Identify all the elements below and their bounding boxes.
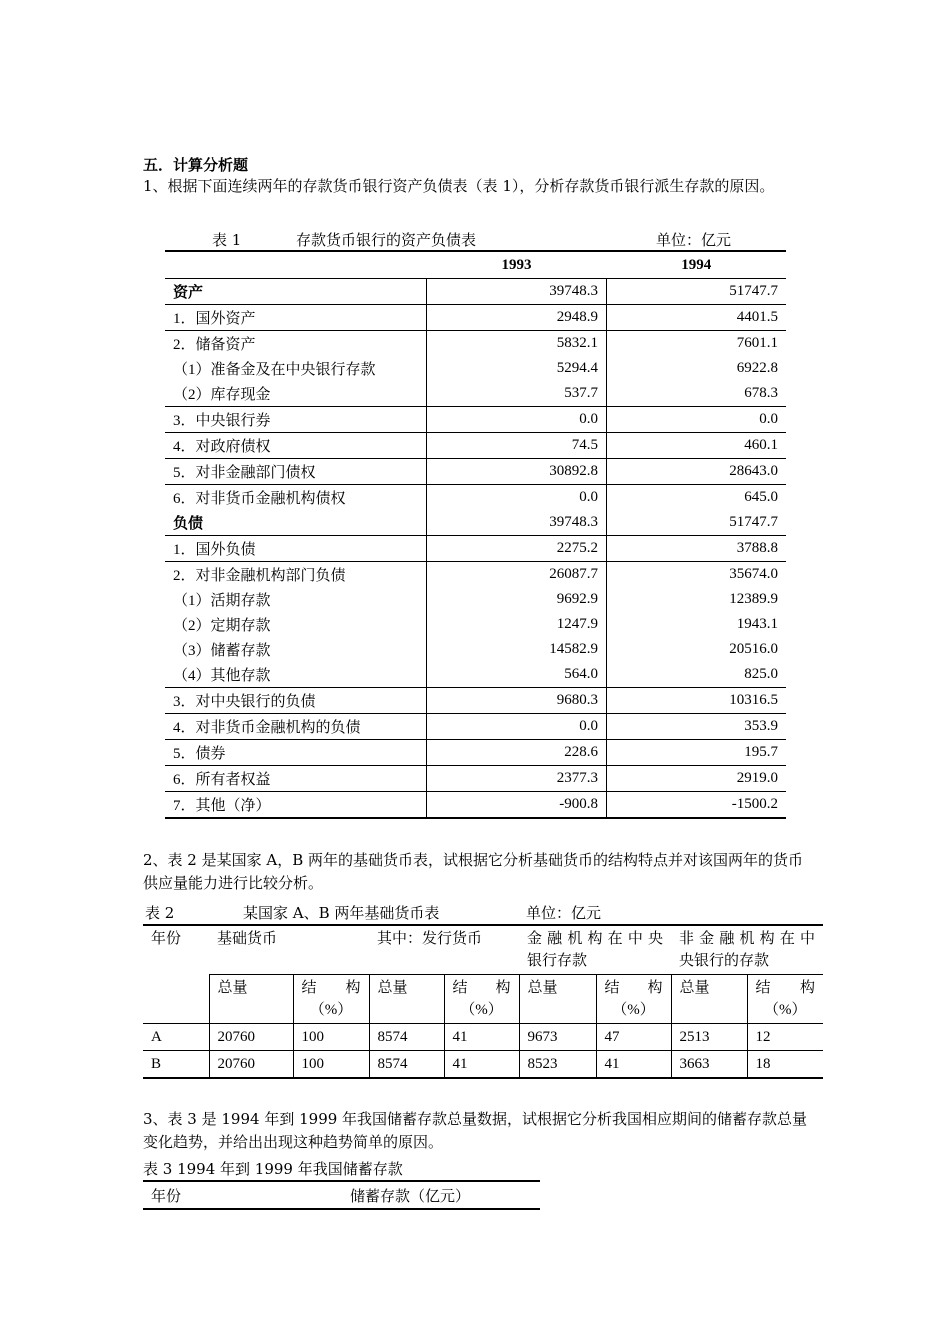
table1-row — [165, 688, 786, 714]
table1-value-1994: 20516.0 — [729, 641, 778, 657]
table1-value-1993: 39748.3 — [427, 510, 607, 536]
table1-value-1993: 74.5 — [427, 433, 607, 459]
table1-row-label: 2．对非金融机构部门负债 — [165, 562, 427, 588]
table2-header-fin-line2: 银行存款 — [527, 953, 588, 969]
table3-header-year: 年份 — [151, 1187, 182, 1205]
table1-value-1993: 39748.3 — [427, 279, 607, 305]
table1-header-1993: 1993 — [427, 251, 607, 279]
table2-header-fin — [519, 925, 671, 975]
struct-label: 结 构 — [452, 980, 511, 996]
table1-row-label: 3．中央银行券 — [165, 407, 427, 433]
table2-header-nonfin-line1: 非金融机构在中 — [679, 931, 815, 947]
table1-value-1993: 14582.9 — [427, 637, 607, 662]
table2-cell-fin-pct: 41 — [596, 1051, 671, 1079]
table1-value-1993: 9680.3 — [427, 688, 607, 714]
table2-row — [143, 1024, 823, 1051]
balance-sheet-table — [165, 250, 786, 819]
table1-row — [165, 740, 786, 766]
table3-header-rule — [143, 1208, 540, 1210]
table1-value-1994: 51747.7 — [607, 279, 787, 305]
table1-value-1994: 645.0 — [607, 485, 787, 511]
table1-row — [165, 279, 786, 305]
table1-value-1993: 5294.4 — [427, 356, 607, 381]
table2-cell-issue-pct: 41 — [444, 1024, 519, 1051]
table1-caption-label: 表 1 — [212, 231, 242, 249]
table1-row-label: 5．债券 — [165, 740, 427, 766]
table1-value-1993: 228.6 — [427, 740, 607, 766]
table1-value-1994: 7601.1 — [607, 331, 787, 357]
table2-cell-fin-total: 8523 — [519, 1051, 596, 1079]
table2-cell-base-pct: 100 — [293, 1024, 369, 1051]
table3-top-rule — [143, 1180, 540, 1182]
table2-cell-issue-total: 8574 — [369, 1024, 444, 1051]
table1-value-1994: 825.0 — [744, 666, 778, 682]
table1-value-1994: 28643.0 — [607, 459, 787, 485]
table2-cell-nonfin-total: 3663 — [671, 1051, 747, 1079]
table1-header-row — [165, 251, 786, 279]
table1-row — [165, 510, 786, 536]
table1-row-label: （3）储蓄存款 — [165, 637, 427, 662]
struct-label: 结 构 — [755, 980, 815, 996]
table1-row-label: 1．国外负债 — [165, 536, 427, 562]
table1-value-1994: 353.9 — [607, 714, 787, 740]
table2-cell-nonfin-pct: 18 — [747, 1051, 823, 1079]
table1-row-label: 1．国外资产 — [165, 305, 427, 331]
table2-caption-title: 某国家 A、B 两年基础货币表 — [243, 904, 440, 922]
table1-value-1993: 2377.3 — [427, 766, 607, 792]
question-1-text: 1、根据下面连续两年的存款货币银行资产负债表（表 1），分析存款货币银行派生存款的原因。 — [143, 177, 775, 195]
table1-row — [165, 637, 786, 662]
table2-cell-nonfin-pct: 12 — [747, 1024, 823, 1051]
table1-value-1994: 2919.0 — [607, 766, 787, 792]
table1-value-1994: 1943.1 — [736, 616, 778, 632]
table2-cell-year: A — [143, 1024, 209, 1051]
table2-cell-base-total: 20760 — [209, 1051, 293, 1079]
table1-header-blank — [165, 251, 427, 279]
table2-sub-base-struct — [293, 975, 369, 1024]
table1-value-1993: 0.0 — [427, 714, 607, 740]
table1-value-1994: 6922.8 — [736, 360, 778, 376]
table1-row-label: 4．对非货币金融机构的负债 — [165, 714, 427, 740]
table1-row — [165, 459, 786, 485]
table2-sub-issue-struct — [444, 975, 519, 1024]
table1-row — [165, 562, 786, 588]
table2-caption-unit: 单位：亿元 — [526, 904, 602, 922]
table1-value-1993: -900.8 — [427, 792, 607, 819]
table1-row-label: （1）活期存款 — [165, 587, 427, 612]
table1-value-1994: 460.1 — [607, 433, 787, 459]
table2-cell-base-pct: 100 — [293, 1051, 369, 1079]
table1-row — [165, 612, 786, 637]
table1-row-label: 6．所有者权益 — [165, 766, 427, 792]
table1-caption-unit: 单位：亿元 — [656, 231, 732, 249]
table2-cell-issue-pct: 41 — [444, 1051, 519, 1079]
table2-header-fin-line1: 金融机构在中央 — [527, 931, 663, 947]
table2-sub-fin-total: 总量 — [519, 975, 596, 1024]
table1-row-label: （2）定期存款 — [165, 612, 427, 637]
table1-value-1993: 1247.9 — [427, 612, 607, 637]
table1-row-label: 7．其他（净） — [165, 792, 427, 819]
question-3-text: 3、表 3 是 1994 年到 1999 年我国储蓄存款总量数据，试根据它分析我国相应期间的储蓄存款总量变化趋势，并给出出现这种趋势简单的原因。 — [143, 1110, 808, 1151]
table2-row — [143, 1051, 823, 1079]
table1-row — [165, 407, 786, 433]
table2-header-row — [143, 925, 823, 975]
table2-cell-fin-total: 9673 — [519, 1024, 596, 1051]
table2-sub-base-total: 总量 — [209, 975, 293, 1024]
table2-sub-nonfin-total: 总量 — [671, 975, 747, 1024]
table1-caption-title: 存款货币银行的资产负债表 — [296, 231, 477, 249]
percent-label: （%） — [764, 1002, 807, 1018]
table2-header-nonfin-line2: 央银行的存款 — [679, 953, 770, 969]
table1-row — [165, 587, 786, 612]
table2-cell-fin-pct: 47 — [596, 1024, 671, 1051]
table2-cell-base-total: 20760 — [209, 1024, 293, 1051]
table2-cell-nonfin-total: 2513 — [671, 1024, 747, 1051]
table1-value-1993: 2275.2 — [427, 536, 607, 562]
table1-row-label: 3．对中央银行的负债 — [165, 688, 427, 714]
table1-row — [165, 433, 786, 459]
table1-row-label: 4．对政府债权 — [165, 433, 427, 459]
table1-row-label: 5．对非金融部门债权 — [165, 459, 427, 485]
table1-row — [165, 305, 786, 331]
table1-row — [165, 381, 786, 407]
table2-header-year: 年份 — [143, 925, 209, 975]
table1-row-label: 资产 — [165, 279, 427, 305]
table1-row — [165, 536, 786, 562]
table2-subheader-row — [143, 975, 823, 1024]
section-title: 五．计算分析题 — [143, 156, 249, 174]
table2-cell-year: B — [143, 1051, 209, 1079]
table1-row — [165, 331, 786, 357]
table1-header-1994: 1994 — [607, 251, 787, 279]
percent-label: （%） — [612, 1002, 655, 1018]
table1-row-label: 6．对非货币金融机构债权 — [165, 485, 427, 511]
table3-header-savings: 储蓄存款（亿元） — [350, 1187, 471, 1205]
table1-value-1993: 537.7 — [427, 381, 607, 407]
table2-sub-issue-total: 总量 — [369, 975, 444, 1024]
table1-row-label: 负债 — [165, 510, 427, 536]
question-2-text: 2、表 2 是某国家 A，B 两年的基础货币表，试根据它分析基础货币的结构特点并对该国两年的货币供应量能力进行比较分析。 — [143, 851, 804, 892]
table1-row — [165, 485, 786, 511]
table1-value-1994: 12389.9 — [729, 591, 778, 607]
table2-header-issue: 其中：发行货币 — [369, 925, 519, 975]
table1-value-1994: 195.7 — [607, 740, 787, 766]
base-money-table — [143, 924, 823, 1079]
table2-caption-label: 表 2 — [145, 904, 175, 922]
table2-header-base: 基础货币 — [209, 925, 369, 975]
table1-value-1993: 2948.9 — [427, 305, 607, 331]
table2-header-nonfin — [671, 925, 823, 975]
table1-row — [165, 714, 786, 740]
table2-sub-fin-struct — [596, 975, 671, 1024]
table1-row — [165, 356, 786, 381]
table1-row-label: （1）准备金及在中央银行存款 — [165, 356, 427, 381]
table1-row-label: （4）其他存款 — [165, 662, 427, 688]
table3-caption: 表 3 1994 年到 1999 年我国储蓄存款 — [143, 1160, 403, 1178]
table1-row-label: （2）库存现金 — [165, 381, 427, 407]
table1-value-1994: 3788.8 — [607, 536, 787, 562]
table1-value-1993: 5832.1 — [427, 331, 607, 357]
table1-value-1993: 0.0 — [427, 485, 607, 511]
table1-value-1994: -1500.2 — [607, 792, 787, 819]
table1-value-1993: 0.0 — [427, 407, 607, 433]
table1-row — [165, 662, 786, 688]
table1-value-1993: 26087.7 — [427, 562, 607, 588]
struct-label: 结 构 — [604, 980, 663, 996]
table1-value-1993: 564.0 — [427, 662, 607, 688]
table2-sub-nonfin-struct — [747, 975, 823, 1024]
table1-value-1994: 51747.7 — [729, 514, 778, 530]
table1-value-1994: 35674.0 — [607, 562, 787, 588]
table1-value-1994: 10316.5 — [607, 688, 787, 714]
struct-label: 结 构 — [301, 980, 361, 996]
table1-value-1994: 4401.5 — [607, 305, 787, 331]
table1-value-1993: 30892.8 — [427, 459, 607, 485]
table2-cell-issue-total: 8574 — [369, 1051, 444, 1079]
percent-label: （%） — [309, 1002, 353, 1018]
table1-value-1994: 678.3 — [744, 385, 778, 401]
table1-value-1993: 9692.9 — [427, 587, 607, 612]
table1-row — [165, 792, 786, 819]
percent-label: （%） — [460, 1002, 503, 1018]
table1-row-label: 2．储备资产 — [165, 331, 427, 357]
table1-value-1994: 0.0 — [607, 407, 787, 433]
table2-subheader-blank — [143, 975, 209, 1024]
table1-row — [165, 766, 786, 792]
